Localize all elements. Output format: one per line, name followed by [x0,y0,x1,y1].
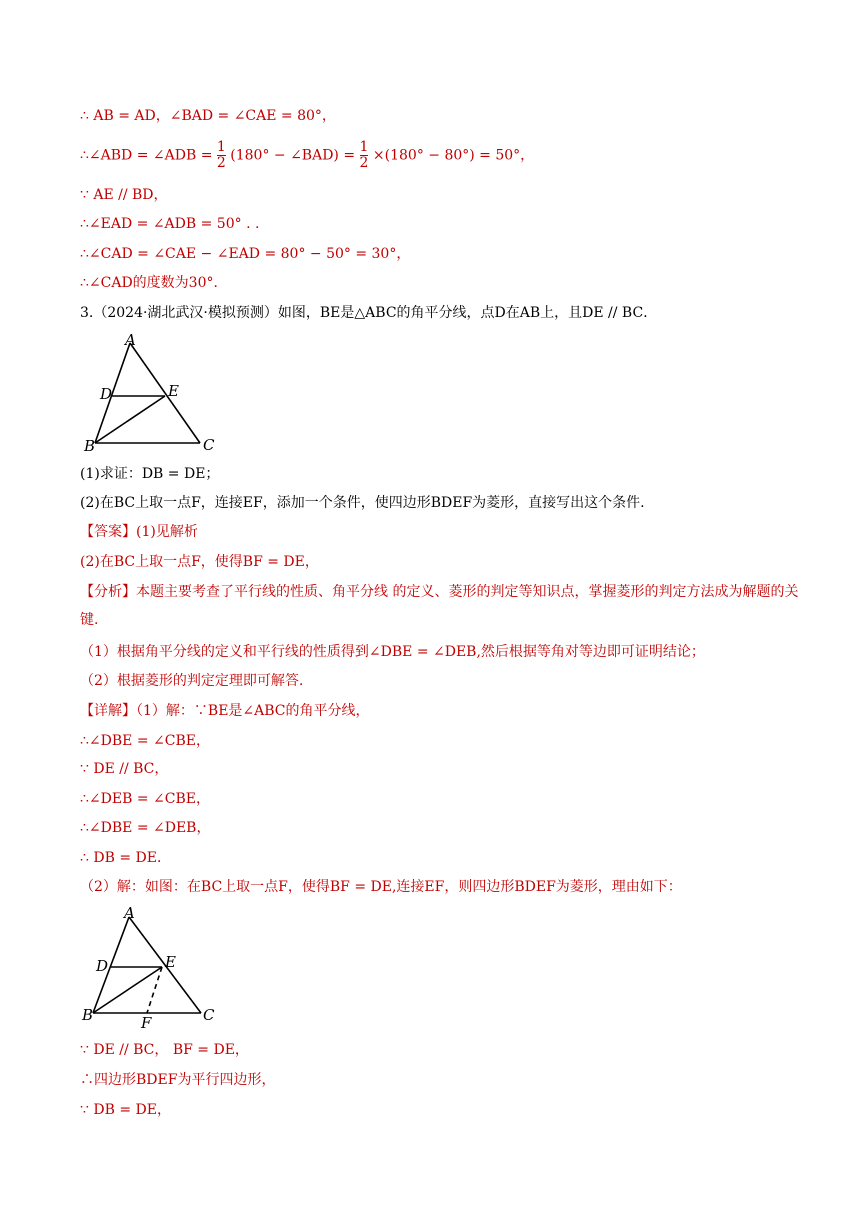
detail-line: ∵ DE // BC， BF = DE， [80,1042,249,1058]
label-D: D [96,957,109,975]
label-F: F [141,1014,152,1032]
step-line: ∴∠EAD = ∠ADB = 50° . . [80,216,260,232]
step-line: ∵ AE // BD， [80,187,168,203]
formula-part: ×(180° − 80°) = 50°， [372,147,535,164]
fraction-denominator: 2 [216,155,226,171]
step-line: ∴∠CAD的度数为30°． [80,275,228,291]
fraction-denominator: 2 [359,155,369,171]
label-C: C [203,436,215,454]
answer-line: (2)在BC上取一点F，使得BF = DE， [80,554,319,570]
step-line [80,140,534,174]
fraction-numerator: 1 [216,139,226,155]
label-B: B [84,437,96,455]
label-E: E [168,382,179,400]
analysis-line: （2）根据菱形的判定定理即可解答. [80,673,304,689]
step-line: ∴ AB = AD，∠BAD = ∠CAE = 80°， [80,108,336,124]
detail-line: ∴∠DEB = ∠CBE， [80,791,210,807]
formula-part: (180° − ∠BAD) = [230,147,356,164]
label-D: D [100,385,113,403]
triangle-figure-1 [80,333,230,458]
fraction [360,140,369,171]
detail-line: （2）解：如图：在BC上取一点F，使得BF = DE,连接EF，则四边形BDEF为菱形，理由如下： [80,879,682,895]
triangle-figure-2 [80,904,230,1032]
detail-line: ∵ DB = DE， [80,1102,171,1118]
detail-line: ∴∠DBE = ∠CBE， [80,733,210,749]
detail-line: ∴四边形BDEF为平行四边形， [80,1072,276,1088]
fraction [217,140,226,171]
detail-line: ∵ DE // BC， [80,761,169,777]
fraction-numerator: 1 [359,139,369,155]
label-E: E [165,953,176,971]
detail-line: ∴∠DBE = ∠DEB， [80,820,211,836]
subquestion-1: (1)求证：DB = DE； [80,466,220,482]
label-B: B [82,1006,94,1024]
label-C: C [203,1006,215,1024]
formula-part: ∴∠ABD = ∠ADB = [80,147,213,164]
label-A: A [125,333,136,349]
step-line: ∴∠CAD = ∠CAE − ∠EAD = 80° − 50° = 30°， [80,246,411,262]
detail-line: ∴ DB = DE． [80,850,171,866]
subquestion-2: (2)在BC上取一点F，连接EF，添加一个条件，使四边形BDEF为菱形，直接写出这个条件. [80,495,645,511]
question-3: 3.（2024·湖北武汉·模拟预测）如图，BE是△ABC的角平分线，点D在AB上，且DE // BC． [80,305,658,321]
answer-line: 【答案】(1)见解析 [80,524,198,540]
detail-line: 【详解】（1）解：∵BE是∠ABC的角平分线， [80,703,370,719]
analysis-paragraph: 【分析】本题主要考查了平行线的性质、角平分线 的定义、菱形的判定等知识点，掌握菱形的判定方法成为解题的关键. [80,584,799,628]
label-A: A [124,904,135,922]
analysis-line: （1）根据角平分线的定义和平行线的性质得到∠DBE = ∠DEB,然后根据等角对等边即可证明结论； [80,644,705,660]
